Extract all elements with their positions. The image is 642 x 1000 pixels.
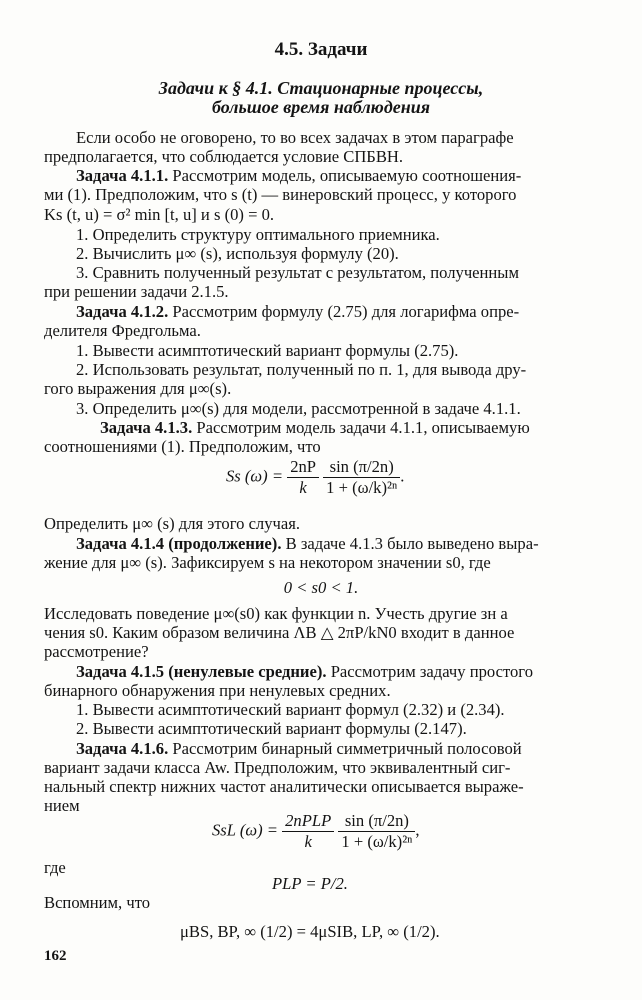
problem-4-1-4-line4: чения s0. Каким образом величина ΛB △ 2πP/kN0 входит в данное xyxy=(44,623,515,642)
problem-4-1-3-line1: Задача 4.1.3. Рассмотрим модель задачи 4.1.1, описываемую xyxy=(100,418,530,437)
intro-line2: предполагается, что соблюдается условие СПБВН. xyxy=(44,147,404,166)
problem-4-1-2-line1: Задача 4.1.2. Рассмотрим формулу (2.75) для логарифма опре- xyxy=(76,302,520,321)
problem-4-1-3-title: Задача 4.1.3. xyxy=(100,418,193,437)
problem-4-1-2-title: Задача 4.1.2. xyxy=(76,302,169,321)
formula-spectrum-ss: Ss (ω) = $\frac{2nP}{k}$ $\frac{\sin (\pi/2n)}{\text{1 + (ω/k)²ⁿ}}$ . xyxy=(226,457,405,497)
subsection-heading-line2: большое время наблюдения xyxy=(211,97,431,117)
problem-4-1-5-item1: 1. Вывести асимптотический вариант формул (2.32) и (2.34). xyxy=(76,700,505,719)
problem-4-1-1-item1: 1. Определить структуру оптимального приемника. xyxy=(76,225,440,244)
problem-4-1-5-title: Задача 4.1.5 (ненулевые средние). xyxy=(76,662,327,681)
problem-4-1-4-line3: Исследовать поведение μ∞(s0) как функции n. Учесть другие зн а xyxy=(44,604,508,623)
problem-4-1-6-line1: Задача 4.1.6. Рассмотрим бинарный симметричный полосовой xyxy=(76,739,522,758)
problem-4-1-2-line2: делителя Фредгольма. xyxy=(44,321,201,340)
problem-4-1-1-line1: Задача 4.1.1. Рассмотрим модель, описываемую соотношения- xyxy=(76,166,522,185)
problem-4-1-3-after: Определить μ∞ (s) для этого случая. xyxy=(44,514,301,533)
problem-4-1-1-title: Задача 4.1.1. xyxy=(76,166,169,185)
problem-4-1-2-item1: 1. Вывести асимптотический вариант формулы (2.75). xyxy=(76,341,459,360)
problem-4-1-4-line1: Задача 4.1.4 (продолжение). В задаче 4.1.3 было выведено выра- xyxy=(76,534,539,553)
problem-4-1-1-item3-cont: при решении задачи 2.1.5. xyxy=(44,282,229,301)
problem-4-1-2-item2-cont: гого выражения для μ∞(s). xyxy=(44,379,232,398)
problem-4-1-1-item2: 2. Вычислить μ∞ (s), используя формулу (20). xyxy=(76,244,399,263)
subsection-heading-line1: Задачи к § 4.1. Стационарные процессы, xyxy=(158,78,484,98)
where-label: где xyxy=(44,858,66,877)
problem-4-1-6-title: Задача 4.1.6. xyxy=(76,739,169,758)
formula-spectrum-ssl: SsL (ω) = $\frac{\text{2nPLP}}{k}$ $\frac{\sin (\pi/2n)}{\text{1 + (ω/k)²ⁿ}}$ , xyxy=(212,811,420,851)
recall-label: Вспомним, что xyxy=(44,893,151,912)
formula-mu-relation: μBS, BP, ∞ (1/2) = 4μSIB, LP, ∞ (1/2). xyxy=(180,922,440,941)
page-number: 162 xyxy=(44,948,67,964)
problem-4-1-1-line2: ми (1). Предположим, что s (t) — винеровский процесс, у которого xyxy=(44,185,517,204)
section-heading: 4.5. Задачи xyxy=(274,39,368,60)
formula-plp: PLP = P/2. xyxy=(272,874,348,893)
problem-4-1-5-item2: 2. Вывести асимптотический вариант формулы (2.147). xyxy=(76,719,467,738)
problem-4-1-6-line3: нальный спектр нижних частот аналитически описывается выраже- xyxy=(44,777,524,796)
problem-4-1-5-line2: бинарного обнаружения при ненулевых средних. xyxy=(44,681,391,700)
problem-4-1-1-item3: 3. Сравнить полученный результат с результатом, полученным xyxy=(76,263,519,282)
problem-4-1-4-line5: рассмотрение? xyxy=(44,642,149,661)
intro-line1: Если особо не оговорено, то во всех задачах в этом параграфе xyxy=(76,128,514,147)
problem-4-1-1-line3: Ks (t, u) = σ² min [t, u] и s (0) = 0. xyxy=(44,205,275,224)
problem-4-1-5-line1: Задача 4.1.5 (ненулевые средние). Рассмотрим задачу простого xyxy=(76,662,533,681)
problem-4-1-4-title: Задача 4.1.4 (продолжение). xyxy=(76,534,282,553)
formula-s0-range: 0 < s0 < 1. xyxy=(283,578,359,597)
problem-4-1-2-item2: 2. Использовать результат, полученный по п. 1, для вывода дру- xyxy=(76,360,527,379)
problem-4-1-6-line2: вариант задачи класса Aw. Предположим, что эквивалентный сиг- xyxy=(44,758,511,777)
problem-4-1-6-line4: нием xyxy=(44,796,80,815)
problem-4-1-3-line2: соотношениями (1). Предположим, что xyxy=(44,437,321,456)
problem-4-1-4-line2: жение для μ∞ (s). Зафиксируем s на некотором значении s0, где xyxy=(44,553,491,572)
problem-4-1-2-item3: 3. Определить μ∞(s) для модели, рассмотренной в задаче 4.1.1. xyxy=(76,399,521,418)
